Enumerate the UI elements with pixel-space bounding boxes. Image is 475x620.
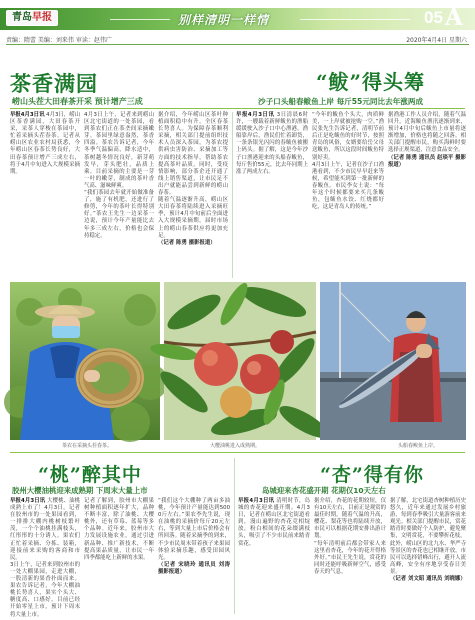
fisherman-illustration (320, 282, 466, 440)
fish-col-1: 早报4月3日讯 3日清晨6时许，一艘载着新鲜鲅鱼的渔船缓缓驶入沙子口中心渔港。渔船靠岸后，渔民们忙着卸货，一条条银光闪闪的春鲅鱼被搬上码头。据了解，这是今年沙子口渔港迎来的头船春鲅鱼，每斤售价55元，比去年同期上涨了两成左右。 (236, 112, 308, 175)
slogan-rule-left (110, 19, 170, 20)
peach-photo-caption: 大樱油桃进入成熟期。 (210, 443, 261, 449)
tea-subheadline: 崂山头茬大田春茶开采 预计增产三成 (12, 97, 143, 106)
newspaper-logo: 青岛早报 (6, 10, 58, 26)
bottom-section-rule (10, 452, 465, 453)
tea-col-2: 4月3日上午，记者来到崂山区北宅街道的一处茶园，看到茶农们正在茶垄间采摘嫩芽。茶园里绿意盎然，茶香四溢。茶农告诉记者，今年冬季气温偏高，降水适中，茶树越冬情况良好，新芽萌发早，芽头肥壮，品质上乘。目前采摘的主要是一芽一叶的嫩芽，制成的茶叶香气高、滋味鲜爽。 “我们茶园去年就开始做准备了，施了有机肥，还进行了修剪，今年的茶叶长得特别好。”茶农王先生一边采茶一边说，预计今年产量能比去年多三成左右，价格也会保持稳定。 (84, 112, 154, 239)
issue-date: 2020年4月4日 星期六 (406, 37, 467, 44)
fish-photo (320, 282, 466, 440)
column-divider (232, 112, 233, 278)
slogan-rule-right (300, 19, 410, 20)
peach-photo (164, 282, 316, 440)
peach-tree-illustration (164, 282, 316, 440)
peach-headline: “桃”醉其中 (38, 464, 142, 486)
peach-subheadline: 胶州大樱油桃迎来成熟期 下周末大量上市 (12, 486, 148, 495)
section-slogan: 别样清明一样情 (178, 13, 270, 27)
tea-col-3: 据介绍，今年崂山区茶叶种植面积稳中有升，全区春茶长势喜人。为保障春茶顺利采摘，相关部门提前组织技术人员深入茶园，为茶农提供病虫害防治、采摘加工等方面的技术指导，帮助茶农提高茶叶品质。同时，受疫情影响，部分茶企还开通了线上销售渠道，让市民足不出户就能品尝到新鲜的崂山春茶。 随着气温逐渐升高，崂山区大田春茶将陆续进入采摘旺季，预计4月中旬前后全面进入大规模采摘期，届时市场上的崂山春茶供应将更加充足。 （记者 陈勇 摄影报道） (158, 112, 228, 246)
fish-col-3: 据渔港工作人员介绍，随着气温回升，近海鲅鱼渔汛逐渐到来，预计4月中旬后鲅鱼上市量将逐渐增加，价格也将随之回落。相关部门提醒市民，购买海鲜时要选择正规渠道，注意食品安全。 （记者 陈勇 通讯员 赵琰平 摄影报道） (388, 112, 466, 168)
apricot-col-3: 据了解，北宅街道杏树种植历史悠久，近年来通过发展乡村旅游，每到春季吸引大量游客前来观光。相关部门提醒市民，赏花踏青时要做好个人防护，避免聚集，文明赏花，不要攀折花枝。 此外，崂山区的北九水、华严寺等景区的杏花也已相继开放，市民可以选择错峰出行，避开人流高峰，安全有序地享受春日美景。 （记者 刘文昭 通讯员 刘晓娜） (390, 498, 466, 583)
apricot-col-1: 早报4月3日讯 清明时节，岛城的杏花迎来盛开期。4月3日，记者在崂山区北宅街道看到，漫山遍野的杏花竞相绽放，粉白相间的花朵缀满枝头，吸引了不少市民前来踏青赏花。 (238, 498, 310, 547)
page-number: 05 (424, 8, 443, 27)
page-header (0, 0, 475, 46)
bottom-column-divider (234, 458, 235, 614)
tea-photo-caption: 茶农在采摘头茬春茶。 (62, 443, 113, 449)
tea-col-1: 早报4月3日讯 4月3日，崂山区茶香满园，大田春茶开采，采茶人穿梭在茶园中，忙着采摘头茬春茶。记者从崂山区农业农村局获悉，今年崂山区春茶长势良好，大田春茶预计增产三成左右，将于4月中旬进入大规模采摘期。 (10, 112, 80, 175)
peach-col-1: 早报4月3日讯 大樱桃、油桃成熟上市了！4月3日，记者在胶州市的一处果园看到，一排排大棚内桃树枝繁叶茂，一个个油桃挂满枝头，红彤彤的十分诱人。果农们正忙着采摘、分拣、装箱，迎接前来采购的客商和市民。 3日上午，记者来到胶州市的一处大棚果园，走进大棚，一股清新的果香扑面而来。果农告诉记者，今年大棚油桃长势喜人，果实个头大、糖度高、口感好，目前已经开始零星上市，预计下周末将大量上市。 (10, 498, 80, 618)
apricot-headline: “杏”得有你 (320, 464, 424, 486)
peach-col-2: 记者了解到，胶州市大棚果树种植面积逐年扩大，品种不断丰富，除了油桃、大樱桃外，还有草莓、蓝莓等多个品种。近年来，胶州市大力发展设施农业，通过引进新品种、推广新技术，不断提高果品质量，让市民一年四季都能吃上新鲜的水果。 (84, 498, 154, 561)
fish-subheadline: 沙子口头船春鲅鱼上岸 每斤55元同比去年涨两成 (258, 97, 424, 106)
peach-col-3: “我们这个大棚种了两亩多油桃，今年预计产量能达到5000斤左右。”果农李先生说，现在油桃的采摘价每斤20元左右，等到大量上市后价格会有所回落。随着采摘季的到来，不少市民周末带着孩子来果园体验采摘乐趣，感受田园风光。 （记者 宋晓玲 通讯员 刘涛 摄影报道） (158, 498, 230, 575)
tea-headline: 茶香满园 (10, 71, 98, 96)
editor-credits: 责编：隋蕾 美编：刘来伟 审读：赵伟广 (6, 37, 112, 44)
header-rule (6, 44, 469, 45)
tea-picking-photo (10, 282, 160, 440)
apricot-col-2: 据介绍，杏花的花期较短，仅有10天左右，目前正是观赏的最佳时期。随着气温的升高，樱花、梨花等也将陆续开放，市民可以根据花期安排出游计划。 “每年清明前后都会带家人来这里看杏花，今年的花开得格外好。”市民王先生说，赏花的同时还能呼吸新鲜空气，感受春天的气息。 (314, 498, 386, 575)
top-section-rule (10, 108, 465, 109)
tea-picking-illustration (10, 282, 160, 440)
apricot-subheadline: 岛城迎来杏花盛开期 花期仅10天左右 (262, 486, 386, 495)
fish-col-2: “今年的鲅鱼个头大，肉质鲜美，一上岸就被抢购一空。”渔民张先生告诉记者，清明节前后正是吃鲅鱼的好时节，按照青岛的风俗，女婿要给岳父母送鲅鱼，所以这段时间鲅鱼特别好卖。 4月3日上午，记者在沙子口渔港看到，不少市民早早赶来等候，希望能买到第一批新鲜的春鲅鱼。市民李女士说：“每年这个时候都要来买几条鲅鱼，包鲅鱼水饺、红烧都好吃，这是青岛人的传统。” (312, 112, 384, 211)
fish-headline: “鲅”得头筹 (316, 70, 426, 94)
fish-photo-caption: 头船春鲅鱼上岸。 (398, 443, 439, 449)
page-letter: A (445, 4, 463, 31)
